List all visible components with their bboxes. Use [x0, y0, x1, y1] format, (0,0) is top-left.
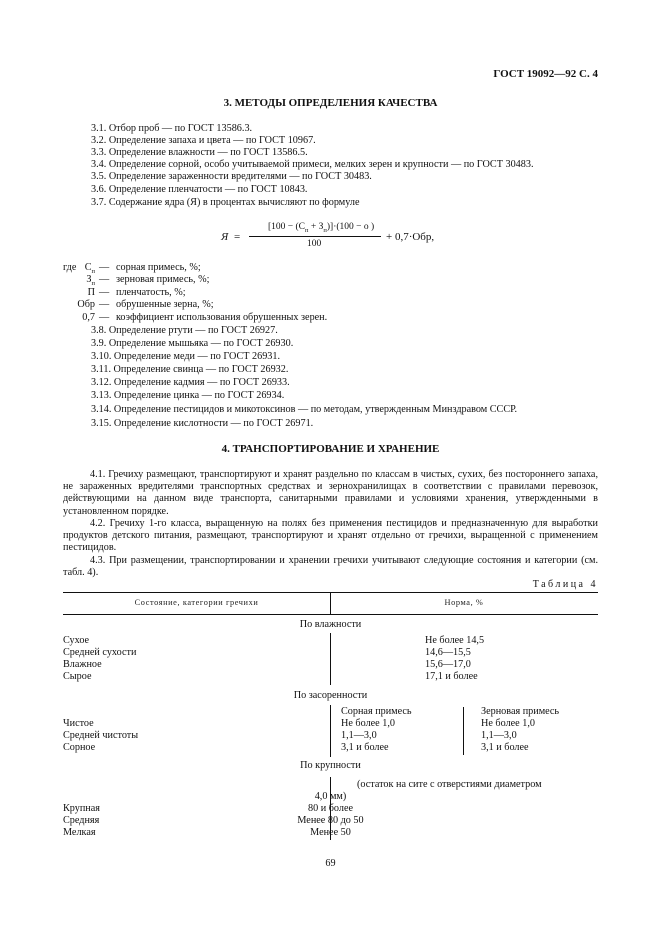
list-item: 3.15. Определение кислотности — по ГОСТ 26971. — [91, 418, 314, 429]
sieve-note: (остаток на сите с отверстиями диаметром — [357, 779, 542, 790]
def-symbol: $З_п$ — [86, 274, 95, 287]
page-number: 69 — [325, 858, 336, 869]
sieve-note-cont: 4,0 мм) — [314, 791, 347, 802]
table-row-state: Средней чистоты — [63, 730, 139, 741]
list-item: 3.3. Определение влажности — по ГОСТ 13586.5. — [91, 147, 308, 158]
table-row-norm-b: 3,1 и более — [481, 742, 529, 753]
def-text: коэффициент использования обрушенных зерен. — [116, 312, 328, 323]
list-item: 3.1. Отбор проб — по ГОСТ 13586.3. — [91, 123, 253, 134]
formula-numerator: $[100 - (С_п + З_п)]\cdot(100 - о$ ) — [268, 222, 375, 234]
column-divider — [330, 705, 331, 757]
section-3-title: 3. МЕТОДЫ ОПРЕДЕЛЕНИЯ КАЧЕСТВА — [223, 97, 438, 109]
table-row-norm: 17,1 и более — [425, 671, 478, 682]
table-row-norm: Не более 14,5 — [425, 635, 485, 646]
list-item: 3.13. Определение цинка — по ГОСТ 26934. — [91, 390, 285, 401]
list-item: 3.8. Определение ртути — по ГОСТ 26927. — [91, 325, 278, 336]
table-row-norm: 80 и более — [307, 803, 353, 814]
table-row-norm: 15,6—17,0 — [425, 659, 471, 670]
table-row-norm-a: 1,1—3,0 — [341, 730, 377, 741]
def-text: обрушенные зерна, %; — [116, 299, 214, 310]
formula-tail: + 0,7·Обр, — [386, 231, 435, 243]
list-item: 3.9. Определение мышьяка — по ГОСТ 26930. — [91, 338, 294, 349]
col-header-norm: Норма, % — [444, 598, 484, 607]
table-row-state: Крупная — [63, 803, 100, 814]
list-item: 3.7. Содержание ядра (Я) в процентах вычисляют по формуле — [91, 197, 360, 208]
header-bottom-rule — [63, 614, 598, 615]
formula-denominator: 100 — [307, 239, 322, 249]
def-dash: — — [99, 274, 110, 285]
list-item: 3.5. Определение зараженности вредителями — по ГОСТ 30483. — [91, 171, 372, 182]
table-row-state: Влажное — [63, 659, 102, 670]
def-symbol: $С_п$ — [84, 262, 95, 275]
table-row-state: Сухое — [63, 635, 90, 646]
col-header-state: Состояние, категории гречихи — [134, 598, 259, 607]
subcolumn-divider — [463, 707, 464, 755]
table-row-norm-a: Не более 1,0 — [341, 718, 395, 729]
subheader-weed-impurity: Сорная примесь — [341, 706, 412, 717]
table-caption: Таблица 4 — [532, 579, 598, 590]
table-row-norm-b: 1,1—3,0 — [481, 730, 517, 741]
list-item: 3.10. Определение меди — по ГОСТ 26931. — [91, 351, 281, 362]
list-item: 3.4. Определение сорной, особо учитываемой примеси, мелких зерен и крупности — по ГОСТ 30483. — [91, 159, 534, 170]
list-item: 3.6. Определение пленчатости — по ГОСТ 10843. — [91, 184, 308, 195]
list-item: 3.11. Определение свинца — по ГОСТ 26932. — [91, 364, 289, 375]
def-symbol: Обр — [77, 299, 95, 310]
table-row-state: Средняя — [63, 815, 100, 826]
page-header: ГОСТ 19092—92 С. 4 — [493, 68, 598, 80]
def-dash: — — [99, 262, 110, 273]
table-row-state: Чистое — [63, 718, 94, 729]
paragraph-4-2: 4.2. Гречиху 1-го класса, выращенную на полях без применения пестицидов и предназначенную для выработки продуктов детского питания, размещают, транспортируют и хранят отдельно от гречихи, выращенной с применением пестицидов. — [63, 518, 598, 554]
table-row-norm: 14,6—15,5 — [425, 647, 471, 658]
def-dash: — — [99, 287, 110, 298]
def-text: пленчатость, %; — [116, 287, 186, 298]
fraction-bar — [249, 236, 381, 237]
table-row-state: Сырое — [63, 671, 92, 682]
list-item: 3.12. Определение кадмия — по ГОСТ 26933. — [91, 377, 290, 388]
subheader-grain-impurity: Зерновая примесь — [481, 706, 560, 717]
def-dash: — — [99, 312, 110, 323]
table-row-state: Средней сухости — [63, 647, 137, 658]
group-title-size: По крупности — [300, 760, 361, 771]
formula-lhs: Я — [221, 231, 229, 243]
def-symbol: П — [87, 287, 95, 298]
table-row-norm: Менее 50 — [310, 827, 351, 838]
section-4-title: 4. ТРАНСПОРТИРОВАНИЕ И ХРАНЕНИЕ — [221, 443, 440, 455]
table-row-state: Мелкая — [63, 827, 96, 838]
column-divider — [330, 633, 331, 685]
def-dash: — — [99, 299, 110, 310]
kernel-formula — [0, 222, 661, 256]
paragraph-4-3: 4.3. При размещении, транспортировании и хранении гречихи учитывают следующие состояния и категории (см. табл. 4). — [63, 555, 598, 579]
formula-equals: = — [234, 231, 241, 243]
where-label: где — [63, 262, 77, 273]
def-text: сорная примесь, %; — [116, 262, 201, 273]
list-item: 3.2. Определение запаха и цвета — по ГОСТ 10967. — [91, 135, 316, 146]
table-row-norm-a: 3,1 и более — [341, 742, 389, 753]
def-symbol: 0,7 — [82, 312, 95, 323]
table-row-norm-b: Не более 1,0 — [481, 718, 535, 729]
def-text: зерновая примесь, %; — [116, 274, 210, 285]
list-item: 3.14. Определение пестицидов и микотоксинов — по методам, утвержденным Минздравом СССР. — [91, 404, 518, 415]
group-title-contamination: По засоренности — [293, 690, 368, 701]
group-title-moisture: По влажности — [299, 619, 362, 630]
table-row-norm: Менее 80 до 50 — [297, 815, 364, 826]
paragraph-4-1: 4.1. Гречиху размещают, транспортируют и хранят раздельно по классам в чистых, сухих, без постороннего запаха, не зараженных вредителями транспортных средствах и зернохранилищах в соответствии с правилами перевозок, действующими на данном виде транспорта, санитарными правилами и условиями хранения, утвержденными в установленном порядке. — [63, 469, 598, 517]
table-row-state: Сорное — [63, 742, 96, 753]
